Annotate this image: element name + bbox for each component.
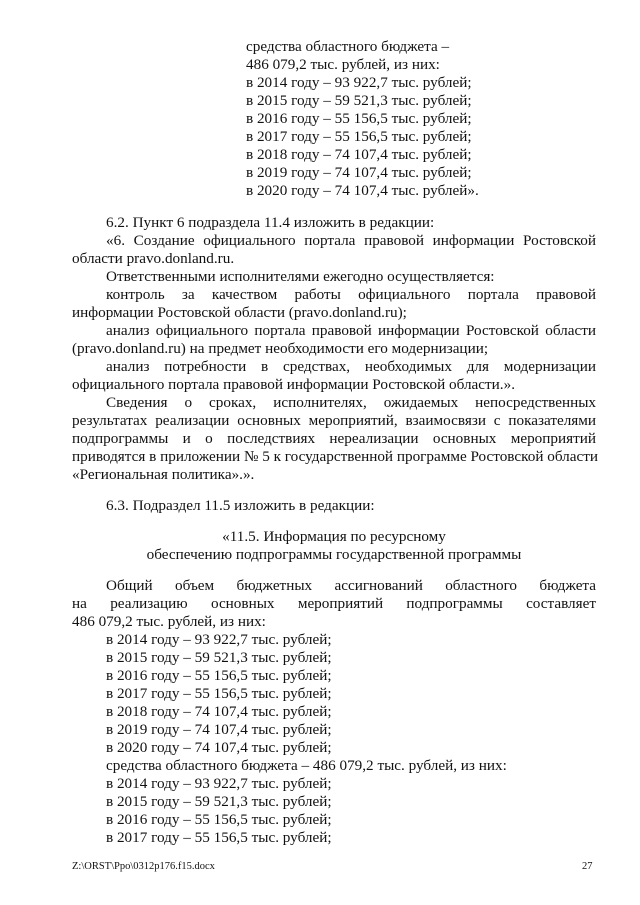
- paragraph-line: 486 079,2 тыс. рублей, из них:: [72, 613, 266, 630]
- paragraph-line: анализ потребности в средствах, необходимых для модернизации: [106, 358, 596, 375]
- paragraph-line: Ответственными исполнителями ежегодно осуществляется:: [106, 268, 495, 285]
- text-line: средства областного бюджета –: [246, 38, 450, 55]
- subsection-title: обеспечению подпрограммы государственной программы: [146, 546, 522, 563]
- text-line: в 2015 году – 59 521,3 тыс. рублей;: [246, 92, 472, 109]
- paragraph-line: официального портала правовой информации Ростовской области.».: [72, 376, 515, 393]
- paragraph-line: «6. Создание официального портала правовой информации Ростовской: [106, 232, 596, 249]
- text-line: в 2020 году – 74 107,4 тыс. рублей».: [246, 182, 479, 199]
- paragraph-line: Общий объем бюджетных ассигнований областного бюджета: [106, 577, 596, 594]
- paragraph-line: информации Ростовской области (pravo.donland.ru);: [72, 304, 407, 321]
- list-item: в 2016 году – 55 156,5 тыс. рублей;: [106, 667, 332, 684]
- text-line: в 2019 году – 74 107,4 тыс. рублей;: [246, 164, 472, 181]
- list-item: в 2016 году – 55 156,5 тыс. рублей;: [106, 811, 332, 828]
- text-line: в 2018 году – 74 107,4 тыс. рублей;: [246, 146, 472, 163]
- list-item: в 2015 году – 59 521,3 тыс. рублей;: [106, 793, 332, 810]
- text-line: в 2016 году – 55 156,5 тыс. рублей;: [246, 110, 472, 127]
- paragraph-line: на реализацию основных мероприятий подпрограммы составляет: [72, 595, 596, 612]
- list-item: в 2017 году – 55 156,5 тыс. рублей;: [106, 685, 332, 702]
- text-line: в 2017 году – 55 156,5 тыс. рублей;: [246, 128, 472, 145]
- list-item: в 2017 году – 55 156,5 тыс. рублей;: [106, 829, 332, 846]
- page-number: 27: [582, 861, 593, 872]
- paragraph-line: «Региональная политика».».: [72, 466, 255, 483]
- section-heading: 6.3. Подраздел 11.5 изложить в редакции:: [106, 497, 375, 514]
- paragraph-line: результатах реализации основных мероприятий, взаимосвязи с показателями: [72, 412, 596, 429]
- paragraph-line: контроль за качеством работы официального портала правовой: [106, 286, 596, 303]
- paragraph-line: Сведения о сроках, исполнителях, ожидаемых непосредственных: [106, 394, 596, 411]
- paragraph-line: средства областного бюджета – 486 079,2 тыс. рублей, из них:: [106, 757, 507, 774]
- subsection-title: «11.5. Информация по ресурсному: [222, 528, 446, 545]
- list-item: в 2019 году – 74 107,4 тыс. рублей;: [106, 721, 332, 738]
- footer-file-path: Z:\ORST\Ppo\0312p176.f15.docx: [72, 861, 215, 872]
- paragraph-line: подпрограммы и о последствиях нереализации основных мероприятий: [72, 430, 596, 447]
- section-heading: 6.2. Пункт 6 подраздела 11.4 изложить в редакции:: [106, 214, 435, 231]
- paragraph-line: области pravo.donland.ru.: [72, 250, 235, 267]
- list-item: в 2020 году – 74 107,4 тыс. рублей;: [106, 739, 332, 756]
- list-item: в 2015 году – 59 521,3 тыс. рублей;: [106, 649, 332, 666]
- text-line: в 2014 году – 93 922,7 тыс. рублей;: [246, 74, 472, 91]
- list-item: в 2014 году – 93 922,7 тыс. рублей;: [106, 631, 332, 648]
- list-item: в 2018 году – 74 107,4 тыс. рублей;: [106, 703, 332, 720]
- paragraph-line: приводятся в приложении № 5 к государственной программе Ростовской области: [72, 448, 599, 465]
- text-line: 486 079,2 тыс. рублей, из них:: [246, 56, 440, 73]
- paragraph-line: (pravo.donland.ru) на предмет необходимости его модернизации;: [72, 340, 489, 357]
- list-item: в 2014 году – 93 922,7 тыс. рублей;: [106, 775, 332, 792]
- paragraph-line: анализ официального портала правовой информации Ростовской области: [106, 322, 596, 339]
